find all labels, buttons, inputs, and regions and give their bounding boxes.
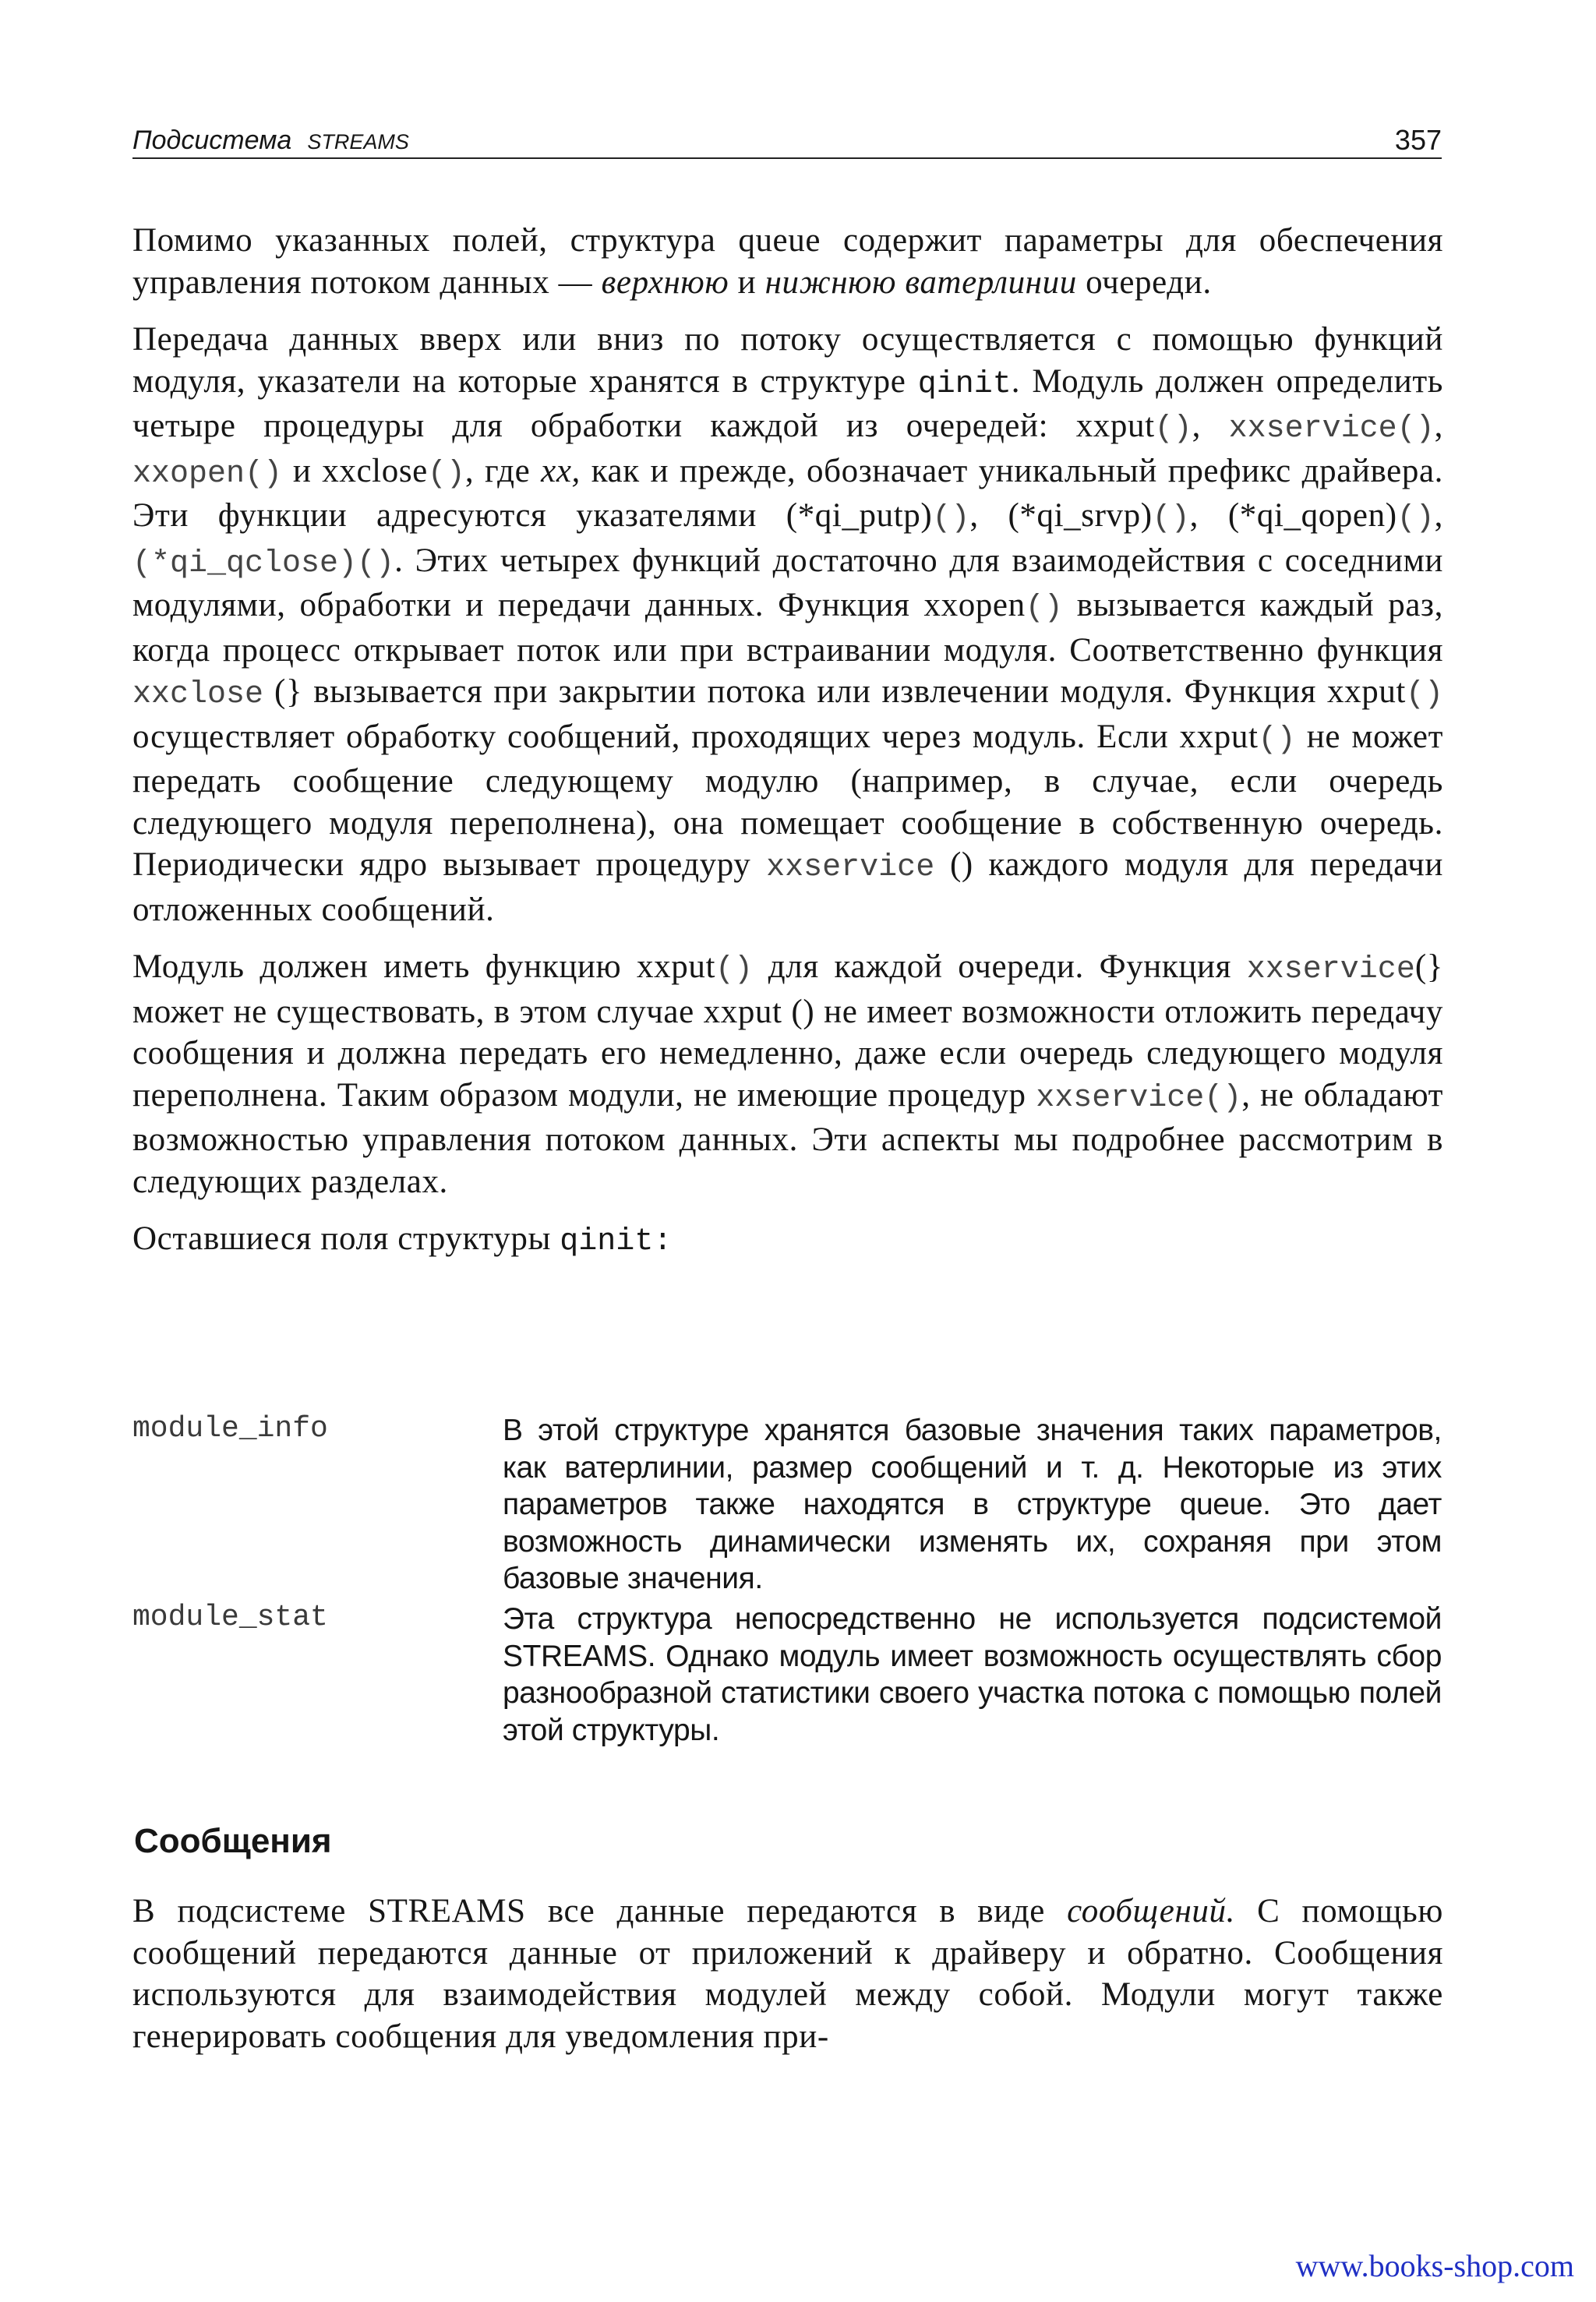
paragraph-2: Передача данных вверх или вниз по потоку осуществляется с помощью функций модуля, указатели на которые хранятся в структуре qinit. Модуль должен определить четыре процедуры для обработки каждой из очередей: xxput(), xxservice(), xxopen() и xxclose(), где xx, как и прежде, обозначает уникальный префикс драйвера. Эти функции адресуются указателями (*qi_putp)(), (*qi_srvp)(), (*qi_qopen)(), (*qi_qclose)(). Этих четырех функций достаточно для взаимодействия с соседними модулями, обработки и передачи данных. Функция xxopen() вызывается каждый раз, когда процесс открывает поток или при встраивании модуля. Соответственно функция xxclose (} вызывается при закрытии потока или извлечении модуля. Функция xxput() осуществляет обработку сообщений, проходящих через модуль. Если xxput() не может передать сообщение следующему модулю (например, в случае, если очередь следующего модуля переполнена), она помещает сообщение в собственную очередь. Периодически ядро вызывает процедуру xxservice () каждого модуля для передачи отложенных сообщений. — [132, 321, 1443, 928]
definition-term: module_info — [132, 1412, 328, 1446]
body-text — [132, 220, 1443, 1279]
definition-term: module_stat — [132, 1601, 328, 1634]
paragraph-4: Оставшиеся поля структуры qinit: — [132, 1220, 673, 1259]
page-number: 357 — [1394, 124, 1442, 156]
running-header — [132, 118, 1442, 159]
running-header-title: Подсистема STREAMS — [132, 125, 409, 155]
paragraph-1: Помимо указанных полей, структура queue содержит параметры для обеспечения управления потоком данных — верхнюю и нижнюю ватерлинии очереди. — [132, 222, 1443, 301]
paragraph-3: Модуль должен иметь функцию xxput() для каждой очереди. Функция xxservice(} может не существовать, в этом случае xxput () не имеет возможности отложить передачу сообщения и должна передать его немедленно, даже если очередь следующего модуля переполнена. Таким образом модули, не имеющие процедур xxservice(), не обладают возможностью управления потоком данных. Эти аспекты мы подробнее рассмотрим в следующих разделах. — [132, 948, 1443, 1200]
definition-item — [132, 1601, 1442, 1749]
section-paragraph: В подсистеме STREAMS все данные передаются в виде сообщений. С помощью сообщений передаются данные от приложений к драйверу и обратно. Сообщения используются для взаимодействия модулей между собой. Модули могут также генерировать сообщения для уведомления при- — [132, 1893, 1443, 2055]
definition-item — [132, 1412, 1442, 1601]
section-body — [132, 1891, 1443, 2073]
section-heading: Сообщения — [134, 1822, 332, 1860]
footer-watermark-link[interactable]: www.books-shop.com — [1295, 2248, 1574, 2283]
definition-description: В этой структуре хранятся базовые значения таких параметров, как ватерлинии, размер сообщений и т. д. Некоторые из этих параметров также находятся в структуре queue. Это дает возможность динамически изменять их, сохраняя при этом базовые значения. — [503, 1414, 1442, 1595]
definition-description: Эта структура непосредственно не используется подсистемой STREAMS. Однако модуль имеет возможность осуществлять сбор разнообразной статистики своего участка потока с помощью полей этой структуры. — [503, 1602, 1442, 1747]
definition-list — [132, 1412, 1442, 1749]
